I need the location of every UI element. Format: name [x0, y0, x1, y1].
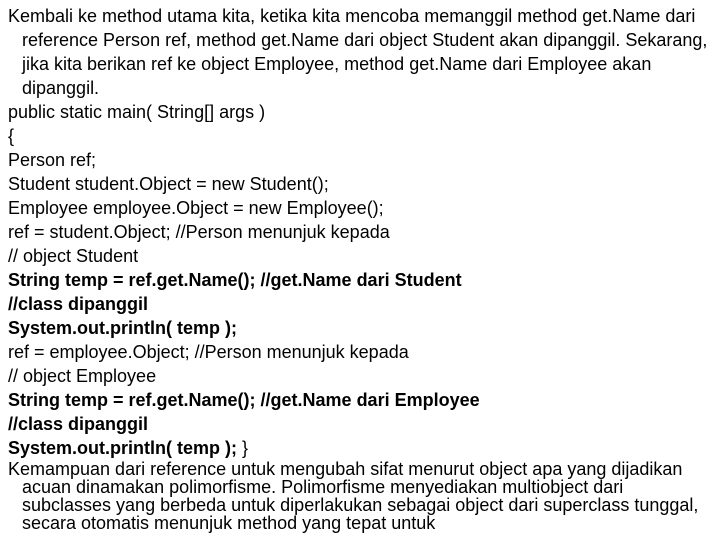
code-line-10: System.out.println( temp ); — [8, 318, 237, 338]
code-line-7: // object Student — [8, 246, 139, 266]
code-line-3: Person ref; — [8, 150, 97, 170]
outro-paragraph: Kemampuan dari reference untuk mengubah sifat menurut object apa yang dijadikan acuan dinamakan polimorfisme. Polimorfisme menyediakan multiobject dari subclasses yang berbeda untuk diperlakukan sebagai object dari superclass tunggal, secara otomatis menunjuk method yang tepat untuk — [8, 459, 699, 533]
intro-paragraph: Kembali ke method utama kita, ketika kita mencoba memanggil method get.Name dari reference Person ref, method get.Name dari object Student akan dipanggil. Sekarang, jika kita berikan ref ke object Employee, method get.Name dari Employee akan dipanggil. — [8, 6, 708, 98]
code-line-8: String temp = ref.get.Name(); //get.Name dari Student — [8, 270, 462, 290]
code-line-14: //class dipanggil — [8, 414, 149, 434]
code-line-13: String temp = ref.get.Name(); //get.Name dari Employee — [8, 390, 480, 410]
code-line-15-bold: System.out.println( temp ); — [8, 438, 237, 458]
code-line-1: public static main( String[] args ) — [8, 102, 266, 122]
code-line-15-brace: } — [237, 438, 249, 458]
code-line-9: //class dipanggil — [8, 294, 149, 314]
code-line-5: Employee employee.Object = new Employee(); — [8, 198, 384, 218]
code-line-12: // object Employee — [8, 366, 157, 386]
code-line-11: ref = employee.Object; //Person menunjuk kepada — [8, 342, 409, 362]
slide-content — [8, 4, 714, 532]
code-line-15 — [8, 436, 714, 460]
code-line-4: Student student.Object = new Student(); — [8, 174, 329, 194]
code-line-6: ref = student.Object; //Person menunjuk kepada — [8, 222, 390, 242]
code-line-2: { — [8, 126, 15, 146]
